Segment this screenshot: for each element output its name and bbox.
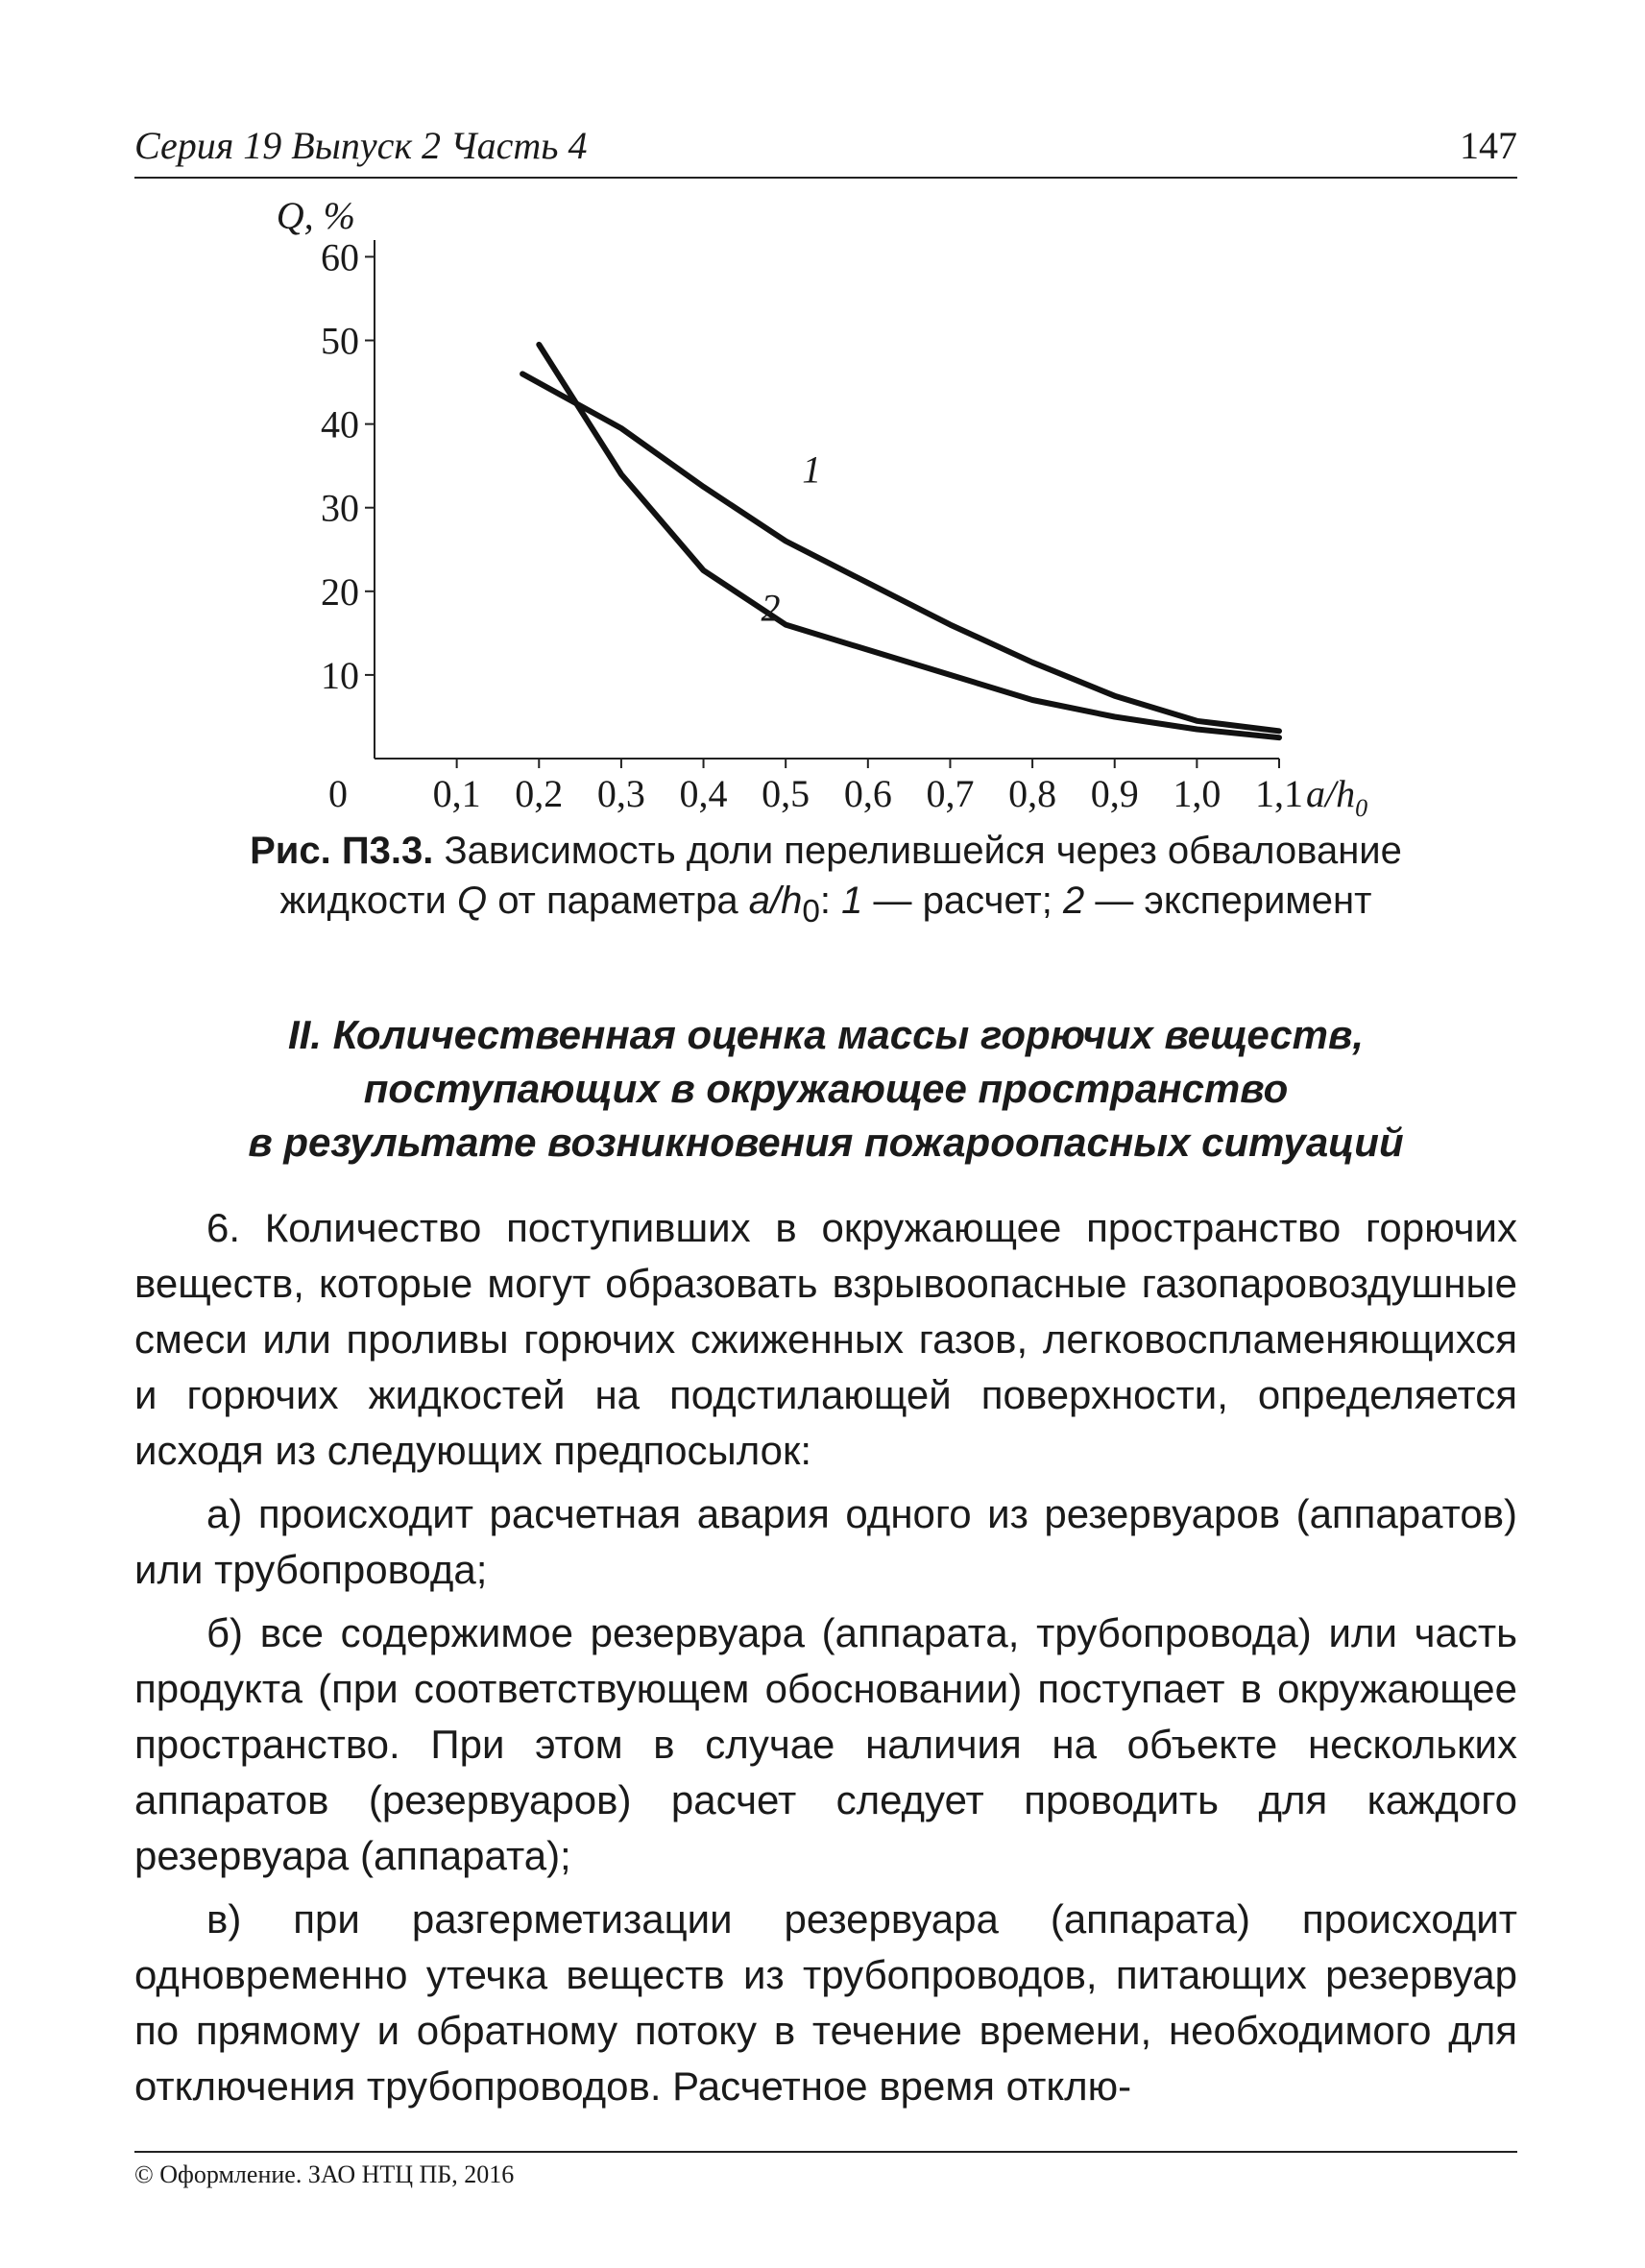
caption-text-a: жидкости [279,880,457,922]
series-1-label: 1 [802,447,822,492]
figure-label: Рис. П3.3. [250,830,434,872]
caption-text-c: : [819,880,842,922]
page-number: 147 [1460,124,1517,167]
x-tick-label: 0,1 [432,772,481,815]
y-tick-label: 50 [321,319,359,363]
figure-chart [0,0,1645,826]
section-heading-line: в результате возникновения пожароопасных ситуаций [248,1120,1404,1165]
caption-text-line1: Зависимость доли перелившейся через обвалование [444,830,1402,872]
copyright-notice: © Оформление. ЗАО НТЦ ПБ, 2016 [134,2160,515,2188]
x-tick-label: 0,2 [515,772,564,815]
x-axis-label: $a/h_0$ [1306,772,1368,822]
caption-item1-num: 1 [841,880,863,922]
caption-item1-text: — расчет; [862,880,1063,922]
caption-item2-num: 2 [1062,880,1085,922]
x-tick-label: 0 [328,772,348,815]
y-tick-label: 10 [321,653,359,697]
y-tick-label: 40 [321,402,359,446]
caption-item2-text: — эксперимент [1084,880,1372,922]
x-tick-label: 1,1 [1255,772,1303,815]
body-text [134,1200,1517,2122]
x-tick-label: 1,0 [1173,772,1222,815]
x-tick-label: 0,6 [843,772,892,815]
series-1-line [522,374,1279,731]
series-2-label: 2 [761,586,781,630]
figure-caption [134,826,1517,937]
paragraph: а) происходит расчетная авария одного из резервуаров (аппаратов) или трубопровода; [134,1491,1517,1592]
x-tick-label: 0,8 [1008,772,1057,815]
y-tick-label: 20 [321,569,359,614]
caption-param: a/h [748,880,803,922]
page-footer [134,2151,1517,2189]
section-heading-line: поступающих в окружающее пространство [363,1066,1289,1111]
caption-q-symbol: Q [456,880,488,922]
series-title: Серия 19 Выпуск 2 Часть 4 [134,124,588,167]
x-tick-label: 0,3 [596,772,645,815]
y-axis-label: Q, % [276,194,355,237]
caption-param-sub: 0 [802,894,820,929]
caption-text-b: от параметра [487,880,749,922]
paragraph: б) все содержимое резервуара (аппарата, трубопровода) или часть продукта (при соответствующем обосновании) поступает в окружающее пространство. При этом в случае наличия на объекте нескольких аппаратов (резервуаров) расчет следует проводить для каждого резервуара (аппарата); [134,1610,1517,1878]
x-axis-label-sub: 0 [1355,794,1368,822]
y-tick-label: 60 [321,235,359,279]
section-heading-line: II. Количественная оценка массы горючих веществ, [287,1012,1365,1057]
x-tick-label: 0,5 [762,772,810,815]
footer-rule [134,2151,1517,2153]
section-heading [134,1008,1517,1170]
x-tick-label: 0,9 [1090,772,1139,815]
paragraph: в) при разгерметизации резервуара (аппарата) происходит одновременно утечка веществ из трубопроводов, питающих резервуар по прямому и обратному потоку в течение времени, необходимого для отключения трубопроводов. Расчетное время отклю- [134,1896,1517,2109]
series-2-line [539,345,1279,737]
x-tick-label: 0,4 [679,772,728,815]
paragraph: 6. Количество поступивших в окружающее пространство горючих веществ, которые могут образовать взрывоопасные газопаровоздушные смеси или проливы горючих сжиженных газов, легковоспламеняющихся и горючих жидкостей на подстилающей поверхности, определяется исходя из следующих предпосылок: [134,1205,1517,1473]
y-tick-label: 30 [321,486,359,530]
x-tick-label: 0,7 [926,772,975,815]
